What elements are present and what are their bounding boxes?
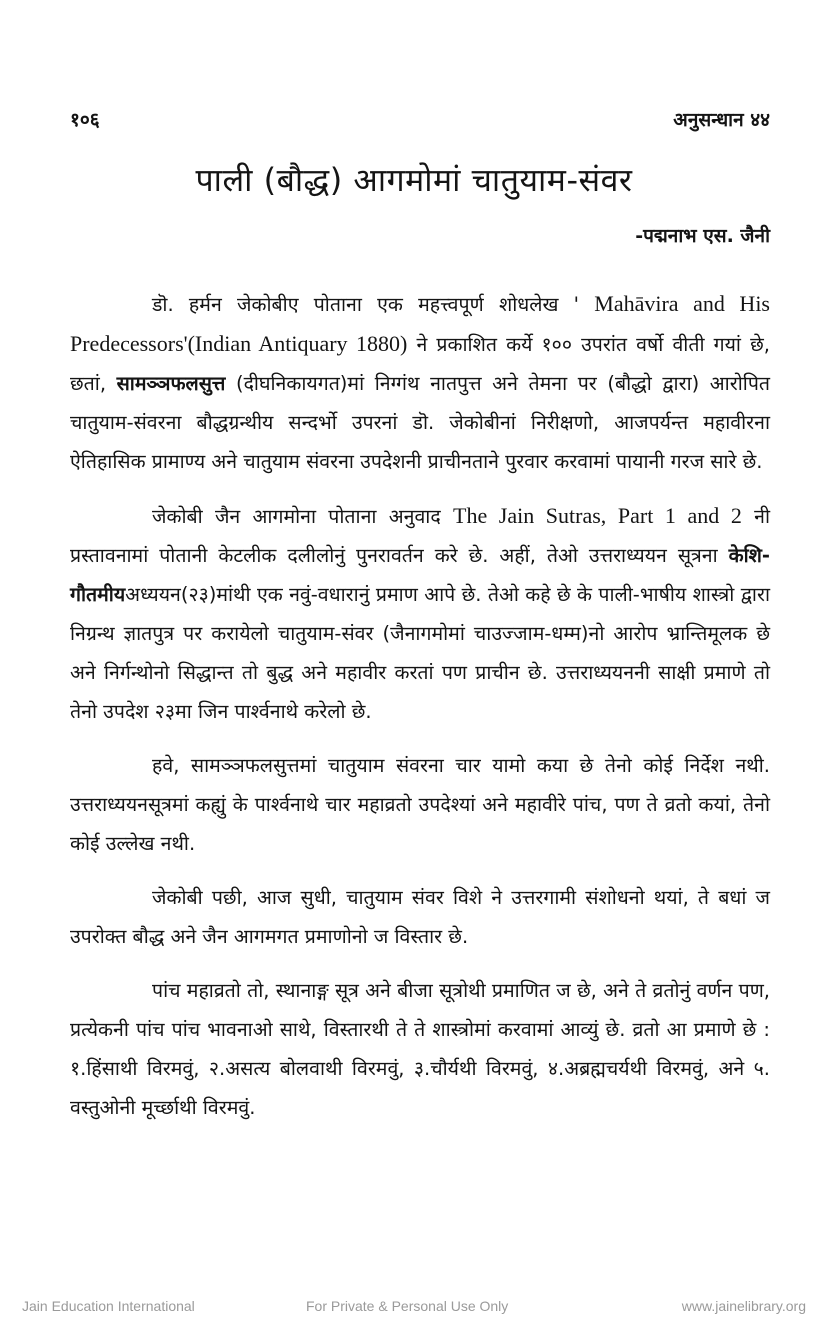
footer-website-link[interactable]: www.jainelibrary.org — [681, 1298, 806, 1314]
page-footer — [22, 1298, 806, 1318]
emphasized-term: सामञ्ञफलसुत्त — [116, 372, 226, 395]
footer-usage-notice: For Private & Personal Use Only — [306, 1298, 509, 1314]
paragraph — [70, 878, 770, 956]
article-body — [70, 284, 770, 1142]
text-segment: हवे, सामञ्ञफलसुत्तमां चातुयाम संवरना चार यामो कया छे तेनो कोई निर्देश नथी. उत्तराध्ययनसूत्रमां कह्युं के पार्श्वनाथे चार महाव्रतो उपदेश्यां अने महावीरे पांच, पण ते व्रतो कयां, तेनो कोई उल्लेख नथी. — [70, 754, 770, 855]
paragraph — [70, 746, 770, 863]
article-author: -पद्मनाभ एस. जैनी — [635, 225, 770, 247]
text-segment: जेकोबी पछी, आज सुधी, चातुयाम संवर विशे ने उत्तरगामी संशोधनो थयां, ते बधां ज उपरोक्त बौद्ध अने जैन आगमगत प्रमाणोनो ज विस्तार छे. — [70, 886, 770, 948]
journal-reference: अनुसन्धान ४४ — [673, 109, 770, 131]
paragraph — [70, 496, 770, 731]
text-segment: अध्ययन(२३)मांथी एक नवुं-वधारानुं प्रमाण आपे छे. तेओ कहे छे के पाली-भाषीय शास्त्रो द्वारा निग्रन्थ ज्ञातपुत्र पर करायेलो चातुयाम-संवर (जैनागमोमां चाउज्जाम-धम्म)नो आरोप भ्रान्तिमूलक छे अने निर्गन्थोनो सिद्धान्त तो बुद्ध अने महावीर करतां पण प्राचीन छे. उत्तराध्ययननी साक्षी प्रमाणे तो तेनो उपदेश २३मा जिन पार्श्वनाथे करेलो छे. — [70, 583, 770, 723]
text-segment: ने प्रकाशित कर्ये १०० उपरांत वर्षो वीती गयां छे, छतां, — [70, 333, 770, 395]
text-segment: जेकोबी जैन आगमोना पोताना अनुवाद — [152, 505, 453, 528]
paragraph — [70, 971, 770, 1127]
paragraph — [70, 284, 770, 481]
page-number: १०६ — [70, 109, 100, 131]
text-segment: डॊ. हर्मन जेकोबीए पोताना एक महत्त्वपूर्ण शोधलेख ' — [152, 293, 595, 316]
latin-citation: The Jain Sutras, Part 1 and 2 — [453, 503, 742, 528]
latin-citation: Mahāvira and His Predecessors'(Indian Antiquary 1880) — [70, 291, 770, 356]
article-title: पाली (बौद्ध) आगमोमां चातुयाम-संवर — [195, 161, 633, 199]
text-segment: नी प्रस्तावनामां पोतानी केटलीक दलीलोनुं पुनरावर्तन करे छे. अहीं, तेओ उत्तराध्ययन सूत्रना — [70, 505, 770, 567]
text-segment: पांच महाव्रतो तो, स्थानाङ्ग सूत्र अने बीजा सूत्रोथी प्रमाणित ज छे, अने ते व्रतोनुं वर्णन पण, प्रत्येकनी पांच पांच भावनाओ साथे, विस्तारथी ते ते शास्त्रोमां करवामां आव्युं छे. व्रतो आ प्रमाणे छे : १.हिंसाथी विरमवुं, २.असत्य बोलवाथी विरमवुं, ३.चौर्यथी विरमवुं, ४.अब्रह्मचर्यथी विरमवुं, अने ५. वस्तुओनी मूर्च्छाथी विरमवुं. — [70, 979, 770, 1119]
footer-publisher: Jain Education International — [22, 1298, 195, 1314]
text-segment: (दीघनिकायगत)मां निग्गंथ नातपुत्त अने तेमना पर (बौद्धो द्वारा) आरोपित चातुयाम-संवरना बौद्धग्रन्थीय सन्दर्भो उपरनां डॊ. जेकोबीनां निरीक्षणो, आजपर्यन्त महावीरना ऐतिहासिक प्रामाण्य अने चातुयाम संवरना उपदेशनी प्राचीनताने पुरवार करवामां पायानी गरज सारे छे. — [70, 372, 771, 473]
emphasized-term: केशि-गौतमीय — [70, 544, 770, 606]
running-header — [70, 106, 770, 132]
